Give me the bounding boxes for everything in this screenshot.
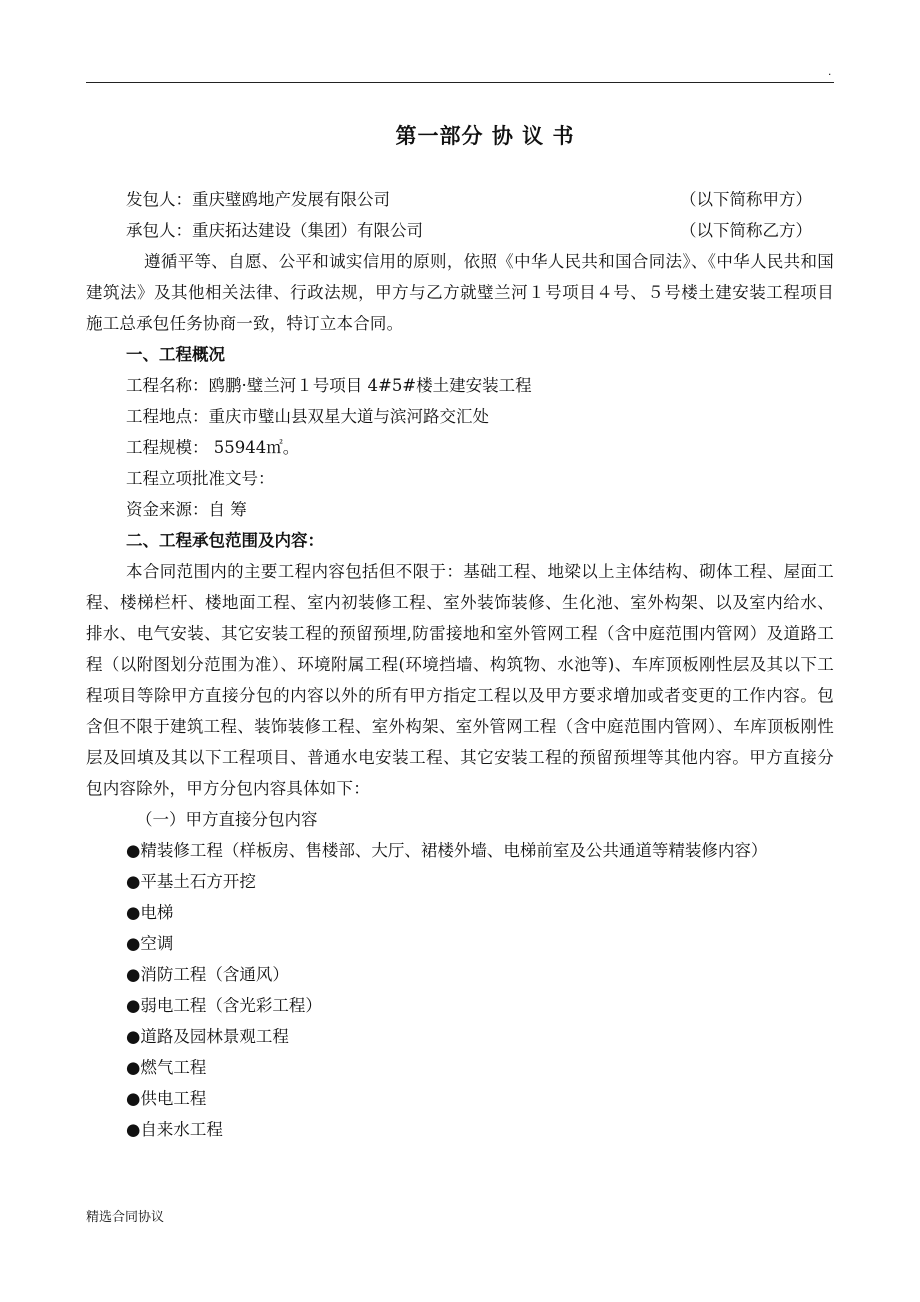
project-approval-number: 工程立项批准文号： — [126, 469, 275, 488]
project-location: 工程地点：重庆市璧山县双星大道与滨河路交汇处 — [126, 407, 489, 426]
header-rule — [86, 82, 834, 83]
employer-label: 发包人：重庆璧鸥地产发展有限公司 — [126, 190, 390, 209]
project-scale: 工程规模： 55944㎡。 — [126, 438, 300, 457]
scope-paragraph: 本合同范围内的主要工程内容包括但不限于：基础工程、地梁以上主体结构、砌体工程、屋面工程、楼梯栏杆、楼地面工程、室内初装修工程、室外装饰装修、生化池、室外构架、以及室内给水、排水、电气安装、其它安装工程的预留预埋,防雷接地和室外管网工程（含中庭范围内管网）及道路工程（以附图划分范围为准）、环境附属工程(环境挡墙、构筑物、水池等)、车库顶板刚性层及其以下工程项目等除甲方直接分包的内容以外的所有甲方指定工程以及甲方要求增加或者变更的工作内容。包含但不限于建筑工程、装饰装修工程、室外构架、室外管网工程（含中庭范围内管网）、车库顶板刚性层及回填及其以下工程项目、普通水电安装工程、其它安装工程的预留预埋等其他内容。甲方直接分包内容除外，甲方分包内容具体如下： — [86, 562, 834, 798]
list-item: ●自来水工程 — [126, 1120, 223, 1139]
employer-note: （以下简称甲方） — [680, 190, 812, 209]
subcontract-heading: （一）甲方直接分包内容 — [136, 810, 318, 829]
list-item: ●道路及园林景观工程 — [126, 1027, 289, 1046]
intro-paragraph: 遵循平等、自愿、公平和诚实信用的原则，依照《中华人民共和国合同法》、《中华人民共和国建筑法》及其他相关法律、行政法规，甲方与乙方就璧兰河１号项目４号、５号楼土建安装工程项目施工总承包任务协商一致，特订立本合同。 — [86, 252, 834, 333]
project-name: 工程名称：鸥鹏·璧兰河１号项目 4#5#楼土建安装工程 — [126, 376, 532, 395]
page-footer: 精选合同协议 — [86, 1210, 165, 1225]
list-item: ●供电工程 — [126, 1089, 207, 1108]
section2-heading: 二、工程承包范围及内容： — [126, 531, 324, 550]
contractor-label: 承包人：重庆拓达建设（集团）有限公司 — [126, 221, 423, 240]
funding-source: 资金来源：自 筹 — [126, 500, 247, 519]
list-item: ●燃气工程 — [126, 1058, 207, 1077]
list-item: ●精装修工程（样板房、售楼部、大厅、裙楼外墙、电梯前室及公共通道等精装修内容） — [126, 841, 768, 860]
list-item: ●消防工程（含通风） — [126, 965, 289, 984]
contractor-note: （以下简称乙方） — [680, 221, 812, 240]
list-item: ●弱电工程（含光彩工程） — [126, 996, 322, 1015]
document-body — [86, 184, 834, 1145]
header-mark: . — [828, 64, 832, 78]
employer-line — [86, 184, 834, 215]
list-item: ●空调 — [126, 934, 174, 953]
list-item: ●电梯 — [126, 903, 174, 922]
list-item: ●平基土石方开挖 — [126, 872, 256, 891]
page-title: 第一部分 协 议 书 — [395, 124, 575, 148]
contractor-line — [86, 215, 834, 246]
section1-heading: 一、工程概况 — [126, 345, 225, 364]
